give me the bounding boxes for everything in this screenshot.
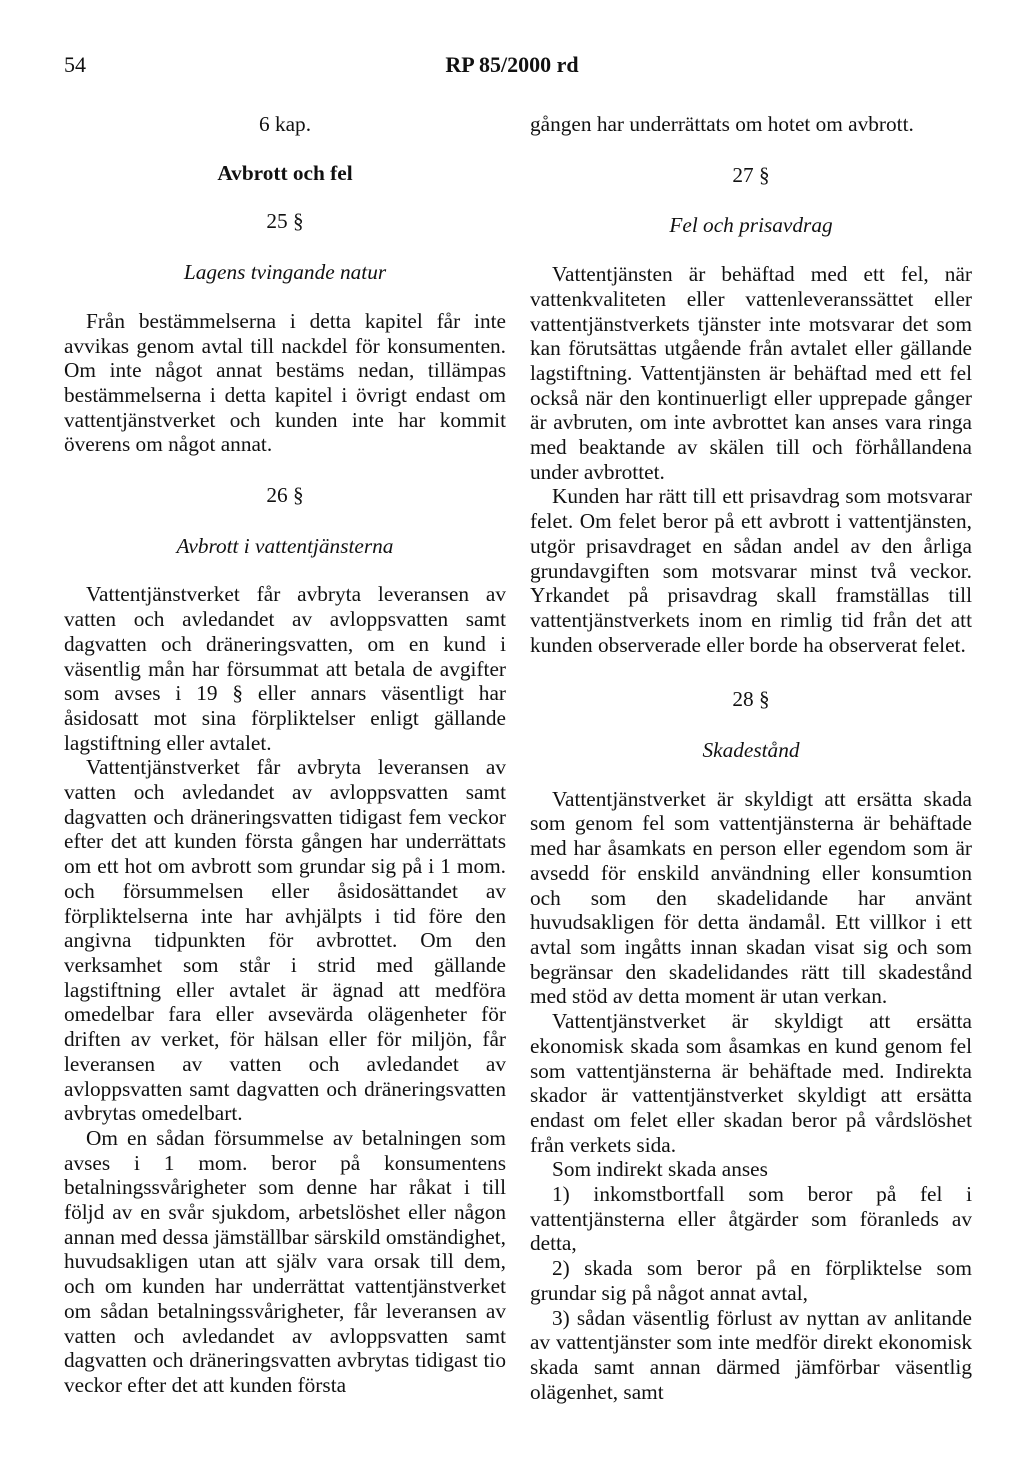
right-column bbox=[530, 112, 972, 1404]
section-28-number: 28 § bbox=[732, 687, 770, 712]
section-26-paragraph-1: Vattentjänstverket får avbryta leveransen av vatten och avledandet av avloppsvatten samt dagvatten och dräneringsvatten, om en kund i väsentlig mån har försummat att betala de avgifter som avses i 19 § eller annars väsentligt har åsidosatt mot sina förpliktelser enligt gällande lagstiftning eller avtalet. bbox=[64, 582, 506, 755]
page-number: 54 bbox=[64, 52, 86, 77]
document-id: RP 85/2000 rd bbox=[445, 52, 579, 77]
section-28-paragraph-3: Som indirekt skada anses bbox=[552, 1157, 768, 1182]
list-item: 2) skada som beror på en förpliktelse som grundar sig på något annat avtal, bbox=[530, 1256, 972, 1305]
left-column bbox=[64, 112, 506, 1398]
section-27-title: Fel och prisavdrag bbox=[669, 213, 833, 238]
section-27-paragraph-2: Kunden har rätt till ett prisavdrag som motsvarar felet. Om felet beror på ett avbrott i vattentjänsten, utgör prisavdraget en sådan andel av den årliga grundavgiften som motsvarar minst två veckor. Yrkandet på prisavdrag skall framställas till vattentjänstverkets inom en rimlig tid från det att kunden observerade eller borde ha observerat felet. bbox=[530, 484, 972, 657]
section-26-title: Avbrott i vattentjänsterna bbox=[176, 533, 394, 558]
list-item: 3) sådan väsentlig förlust av nyttan av anlitande av vattentjänster som inte medför direkt ekonomisk skada samt annan därmed jämförbar väsentlig olägenhet, samt bbox=[530, 1305, 972, 1404]
section-27-number: 27 § bbox=[732, 162, 770, 187]
list-item: 1) inkomstbortfall som beror på fel i vattentjänsterna eller åtgärder som föranleds av detta, bbox=[530, 1182, 972, 1256]
chapter-number: 6 kap. bbox=[258, 112, 312, 136]
section-27-paragraph-1: Vattentjänsten är behäftad med ett fel, när vattenkvaliteten eller vattenleveranssättet eller vattentjänstverkets tjänster inte motsvarar det som kan förutsättas utgående från avtalet eller gällande lagstiftning. Vattentjänsten är behäftad med ett fel också när den kontinuerligt eller upprepade gånger är avbruten, om inte avbrottet kan anses vara ringa med beaktande av skälen till och förhållandena under avbrottet. bbox=[530, 262, 972, 484]
page-header bbox=[0, 52, 1024, 82]
section-25-paragraph: Från bestämmelserna i detta kapitel får inte avvikas genom avtal till nackdel för konsumenten. Om inte något annat bestäms nedan, tillämpas bestämmelserna i detta kapitel i övrigt endast om vattentjänstverket och kunden inte har kommit överens om något annat. bbox=[64, 308, 506, 457]
section-25-number: 25 § bbox=[266, 209, 304, 234]
section-25-title: Lagens tvingande natur bbox=[183, 260, 387, 285]
section-26-paragraph-2: Vattentjänstverket får avbryta leveransen av vatten och avledandet av avloppsvatten samt dagvatten och dräneringsvatten tidigast fem veckor efter det att kunden första gången har underrättats om ett hot om avbrott som grundar sig på i 1 mom. och försummelsen eller åsidosättandet av förpliktelserna inte har avhjälpts i tid före den angivna tidpunkten för avbrottet. Om den verksamhet som står i strid med gällande lagstiftning eller avtalet är ägnad att medföra omedelbar fara eller avsevärda olägenheter för driften av verket, för hälsan eller för miljön, får leveransen av vatten och avledandet av avloppsvatten samt dagvatten och dräneringsvatten avbrytas omedelbart. bbox=[64, 755, 506, 1126]
chapter-title: Avbrott och fel bbox=[217, 160, 353, 185]
section-28-paragraph-2: Vattentjänstverket är skyldigt att ersätta ekonomisk skada som åsamkas en kund genom fel som vattentjänsterna är behäftade med. Indirekta skador är vattentjänstverket skyldigt att ersätta endast om felet eller skadan beror på vårdslöshet från verkets sida. bbox=[530, 1009, 972, 1157]
section-26-paragraph-3: Om en sådan försummelse av betalningen som avses i 1 mom. beror på konsumentens betalningssvårigheter som denne har råkat i till följd av en svår sjukdom, arbetslöshet eller någon annan med dessa jämställbar särskild omständighet, huvudsakligen utan att själv vara orsak till dem, och om kunden har underrättat vattentjänstverket om sådan betalningssvårigheter, får leveransen av vatten och avledandet av avloppsvatten samt dagvatten och dräneringsvatten avbrytas tidigast tio veckor efter det att kunden första bbox=[64, 1125, 506, 1397]
section-28-title: Skadestånd bbox=[702, 738, 800, 763]
section-28-paragraph-1: Vattentjänstverket är skyldigt att ersätta skada som genom fel som vattentjänsterna är behäftade med har åsamkats en person eller egendom som är avsedd för enskild användning eller konsumtion och som den skadelidande har använt huvudsakligen för detta ändamål. Ett villkor i ett avtal som ingåtts innan skadan visat sig och som begränsar den skadelidandes rätt till skadestånd med stöd av detta moment är utan verkan. bbox=[530, 786, 972, 1009]
section-26-number: 26 § bbox=[266, 483, 304, 508]
continuation-text: gången har underrättats om hotet om avbrott. bbox=[530, 112, 914, 136]
